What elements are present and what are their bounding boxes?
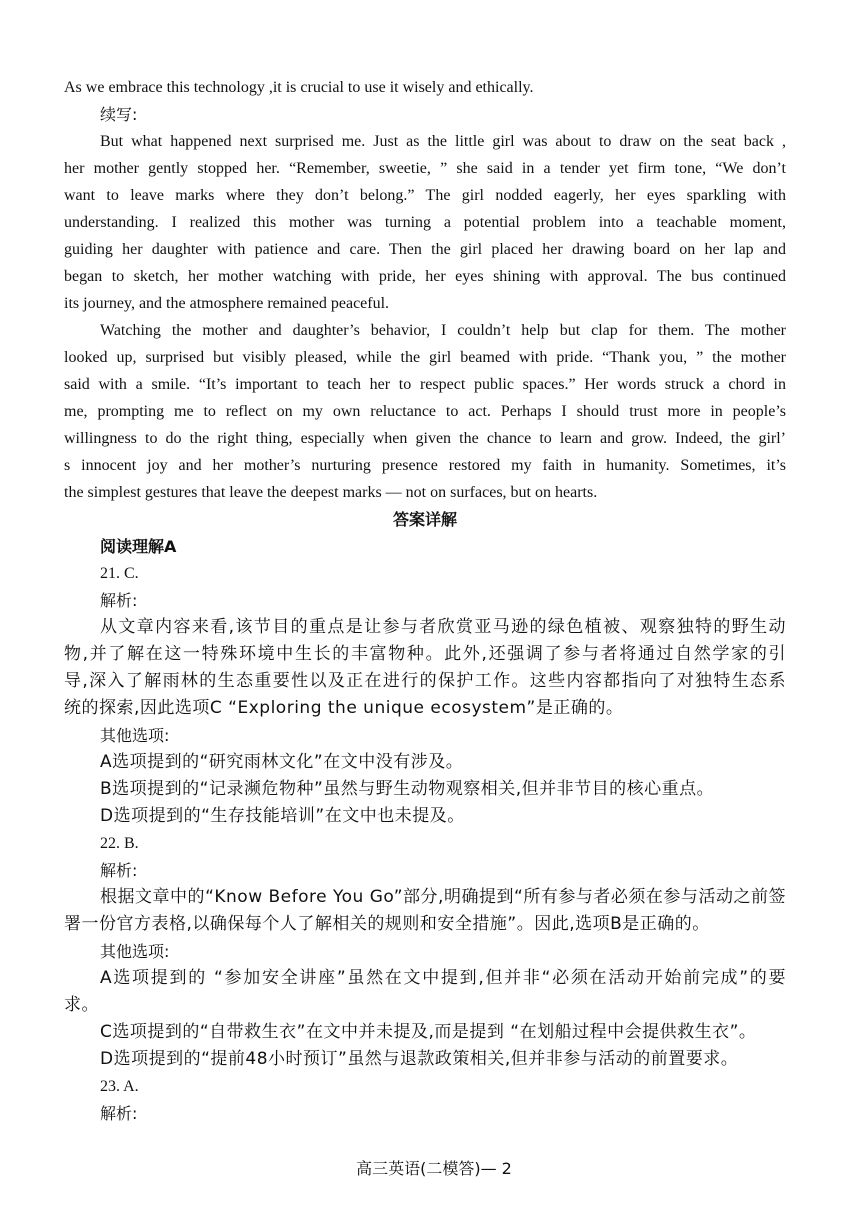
paragraph-line: guiding her daughter with patience and care. Then the girl placed her drawing board on her lap and	[64, 241, 786, 258]
continuation-line: As we embrace this technology ,it is crucial to use it wisely and ethically.	[64, 79, 534, 96]
paragraph-line: said with a smile. “It’s important to teach her to respect public spaces.” Her words struck a chord in	[64, 376, 786, 393]
writing-paragraph-1	[64, 128, 786, 317]
answers-heading: 答案详解	[392, 510, 457, 529]
paragraph-line: willingness to do the right thing, especially when given the chance to learn and grow. Indeed, the girl’	[64, 430, 786, 447]
analysis-line: 统的探索,因此选项C “Exploring the unique ecosystem”是正确的。	[64, 698, 624, 718]
paragraph-line: the simplest gestures that leave the deepest marks — not on surfaces, but on hearts.	[64, 484, 598, 501]
question-number: 21. C.	[100, 565, 139, 582]
option-line: D选项提到的“提前48小时预订”虽然与退款政策相关,但并非参与活动的前置要求。	[100, 1049, 739, 1069]
others-label: 其他选项:	[100, 942, 170, 961]
paragraph-line: its journey, and the atmosphere remained peaceful.	[64, 295, 390, 312]
paragraph-line: understanding. I realized this mother was turning a potential problem into a teachable moment,	[64, 214, 786, 231]
option-line: A选项提到的 “参加安全讲座”虽然在文中提到,但并非“必须在活动开始前完成”的要	[100, 968, 786, 988]
question-number: 23. A.	[100, 1078, 139, 1095]
analysis-label: 解析:	[100, 1104, 138, 1123]
writing-label: 续写:	[100, 105, 138, 124]
option-line: C选项提到的“自带救生衣”在文中并未提及,而是提到 “在划船过程中会提供救生衣”。	[100, 1022, 757, 1042]
analysis-line: 根据文章中的“Know Before You Go”部分,明确提到“所有参与者必须在参与活动之前签	[100, 887, 786, 907]
paragraph-line: looked up, surprised but visibly pleased, while the girl beamed with pride. “Thank you, ” the mother	[64, 349, 786, 366]
paragraph-line: Watching the mother and daughter’s behavior, I couldn’t help but clap for them. The mother	[100, 322, 786, 339]
analysis-line: 署一份官方表格,以确保每个人了解相关的规则和安全措施”。因此,选项B是正确的。	[64, 914, 710, 934]
analysis-line: 从文章内容来看,该节目的重点是让参与者欣赏亚马逊的绿色植被、观察独特的野生动	[100, 617, 786, 637]
paragraph-line: me, prompting me to reflect on my own reluctance to act. Perhaps I should trust more in people’s	[64, 403, 786, 420]
option-line: B选项提到的“记录濒危物种”虽然与野生动物观察相关,但并非节目的核心重点。	[100, 779, 715, 799]
analysis-line: 导,深入了解雨林的生态重要性以及正在进行的保护工作。这些内容都指向了对独特生态系	[64, 671, 786, 691]
paragraph-line: But what happened next surprised me. Just as the little girl was about to draw on the seat back ,	[100, 133, 786, 150]
option-line: 求。	[64, 995, 99, 1015]
paragraph-line: want to leave marks where they don’t belong.” The girl nodded eagerly, her eyes sparkling with	[64, 187, 786, 204]
option-line: D选项提到的“生存技能培训”在文中也未提及。	[100, 806, 465, 826]
document-page	[64, 74, 786, 1127]
others-label: 其他选项:	[100, 726, 170, 745]
analysis-label: 解析:	[100, 591, 138, 610]
question-number: 22. B.	[100, 835, 139, 852]
paragraph-line: s innocent joy and her mother’s nurturing presence restored my faith in humanity. Sometimes, it’s	[64, 457, 786, 474]
paragraph-line: began to sketch, her mother watching with pride, her eyes shining with approval. The bus continued	[64, 268, 786, 285]
page-footer: 高三英语(二模答)— 2	[356, 1159, 512, 1178]
writing-paragraph-2	[64, 317, 786, 506]
paragraph-line: her mother gently stopped her. “Remember, sweetie, ” she said in a tender yet firm tone, “We don’t	[64, 160, 786, 177]
analysis-line: 物,并了解在这一特殊环境中生长的丰富物种。此外,还强调了参与者将通过自然学家的引	[64, 644, 786, 664]
analysis-label: 解析:	[100, 861, 138, 880]
option-line: A选项提到的“研究雨林文化”在文中没有涉及。	[100, 752, 464, 772]
section-title: 阅读理解A	[100, 537, 177, 556]
